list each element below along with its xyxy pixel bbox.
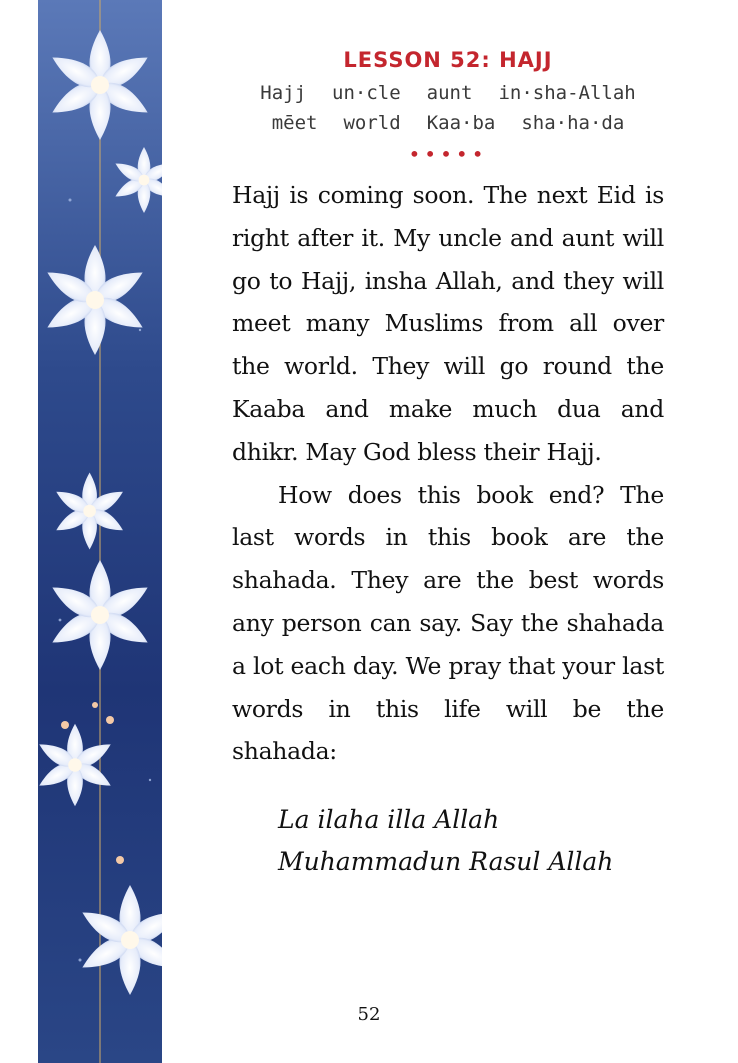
lesson-title: LESSON 52: HAJJ bbox=[343, 48, 553, 72]
separator-dots: ••••• bbox=[408, 142, 488, 166]
vocab-word: Kaa·ba bbox=[426, 112, 496, 134]
vocab-row-1 bbox=[232, 82, 664, 104]
vocab-row-2 bbox=[232, 112, 664, 134]
shahada-line-1: La ilaha illa Allah bbox=[278, 805, 500, 835]
floral-border bbox=[38, 0, 162, 1063]
shahada-block bbox=[278, 799, 664, 883]
vocab-word: Hajj bbox=[260, 82, 307, 104]
vocab-word: world bbox=[343, 112, 401, 134]
vocab-word: aunt bbox=[426, 82, 473, 104]
paragraph-1: Hajj is coming soon. The next Eid is right after it. My uncle and aunt will go to Hajj, insha Allah, and they will meet many Muslims from all over the world. They will go round the Kaaba and make much dua and dhikr. May God bless their Hajj. bbox=[232, 181, 664, 466]
vocab-word: in·sha-Allah bbox=[498, 82, 636, 104]
vocab-word: sha·ha·da bbox=[521, 112, 625, 134]
paragraph-2: How does this book end? The last words in this book are the shahada. They are the best words any person can say. Say the shahada a lot each day. We pray that your last words in this life will be the shahada: bbox=[232, 480, 664, 766]
shahada-line-2: Muhammadun Rasul Allah bbox=[278, 847, 614, 877]
page-number: 52 bbox=[357, 1004, 381, 1025]
lesson-content bbox=[232, 48, 664, 883]
vocab-word: un·cle bbox=[332, 82, 401, 104]
flower-illustration bbox=[38, 0, 162, 1063]
vocab-word: mēet bbox=[271, 112, 318, 134]
